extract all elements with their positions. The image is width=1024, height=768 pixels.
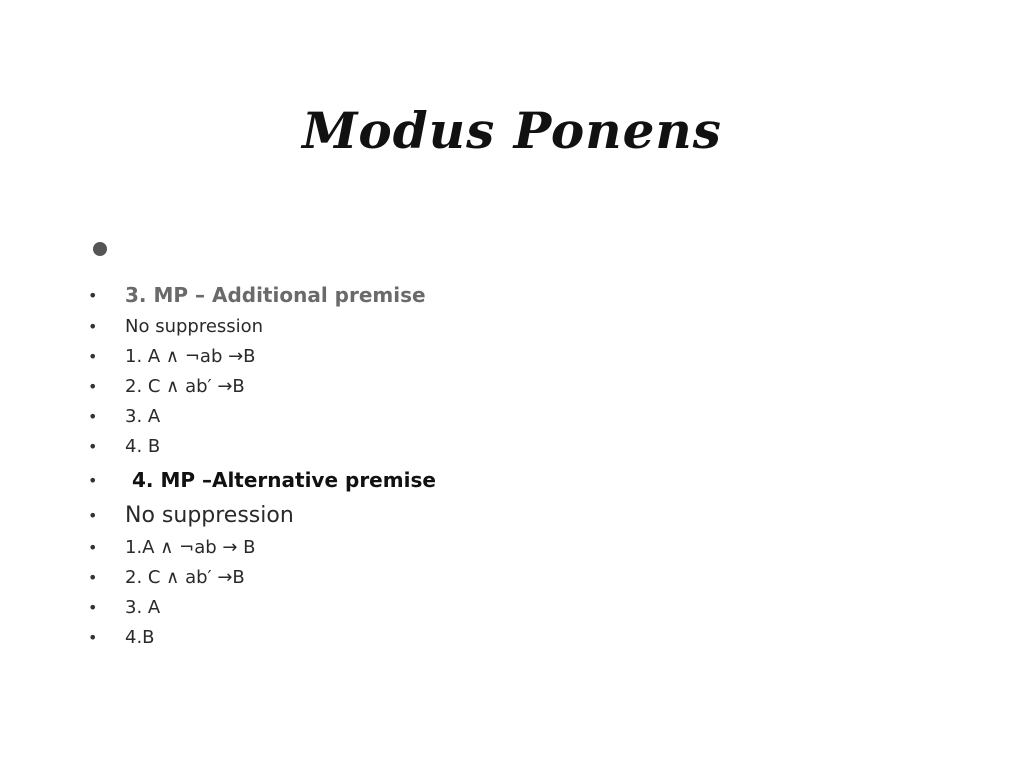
list-item-text: 2. C ∧ ab′ →B	[125, 376, 245, 397]
list-item	[88, 376, 245, 397]
bullet-icon: •	[88, 628, 98, 647]
bullet-icon: •	[88, 347, 98, 366]
list-item-text: 2. C ∧ ab′ →B	[125, 567, 245, 588]
bullet-icon: •	[88, 568, 98, 587]
list-item-text: 3. A	[125, 406, 161, 427]
list-item	[88, 316, 263, 337]
list-item	[88, 567, 245, 588]
bullet-icon: •	[88, 506, 98, 525]
bullet-icon: •	[88, 598, 98, 617]
list-item-text: 1. A ∧ ¬ab →B	[125, 346, 256, 367]
list-item	[88, 436, 160, 457]
list-item-text: 1.A ∧ ¬ab → B	[125, 537, 256, 558]
list-item	[88, 468, 436, 492]
bullet-icon: •	[88, 538, 98, 557]
list-item	[88, 346, 256, 367]
list-item	[88, 406, 160, 427]
list-item	[88, 503, 294, 528]
list-item	[88, 283, 426, 307]
section-heading: 4. MP –Alternative premise	[125, 468, 436, 492]
list-item	[88, 627, 155, 648]
bullet-icon: •	[88, 407, 98, 426]
bullet-icon: •	[88, 437, 98, 456]
bullet-icon: •	[88, 285, 98, 305]
list-item	[88, 597, 160, 618]
list-item-text: No suppression	[125, 503, 294, 528]
bullet-icon: •	[88, 470, 98, 490]
list-item-text: No suppression	[125, 316, 264, 337]
list-item-text: 4. B	[125, 436, 161, 457]
list-item	[88, 537, 256, 558]
slide-title: Modus Ponens	[302, 101, 722, 160]
bullet-icon: •	[88, 317, 98, 336]
section-heading: 3. MP – Additional premise	[125, 283, 426, 307]
list-item-text: 4.B	[125, 627, 155, 648]
list-item-text: 3. A	[125, 597, 161, 618]
bullet-icon: •	[88, 377, 98, 396]
